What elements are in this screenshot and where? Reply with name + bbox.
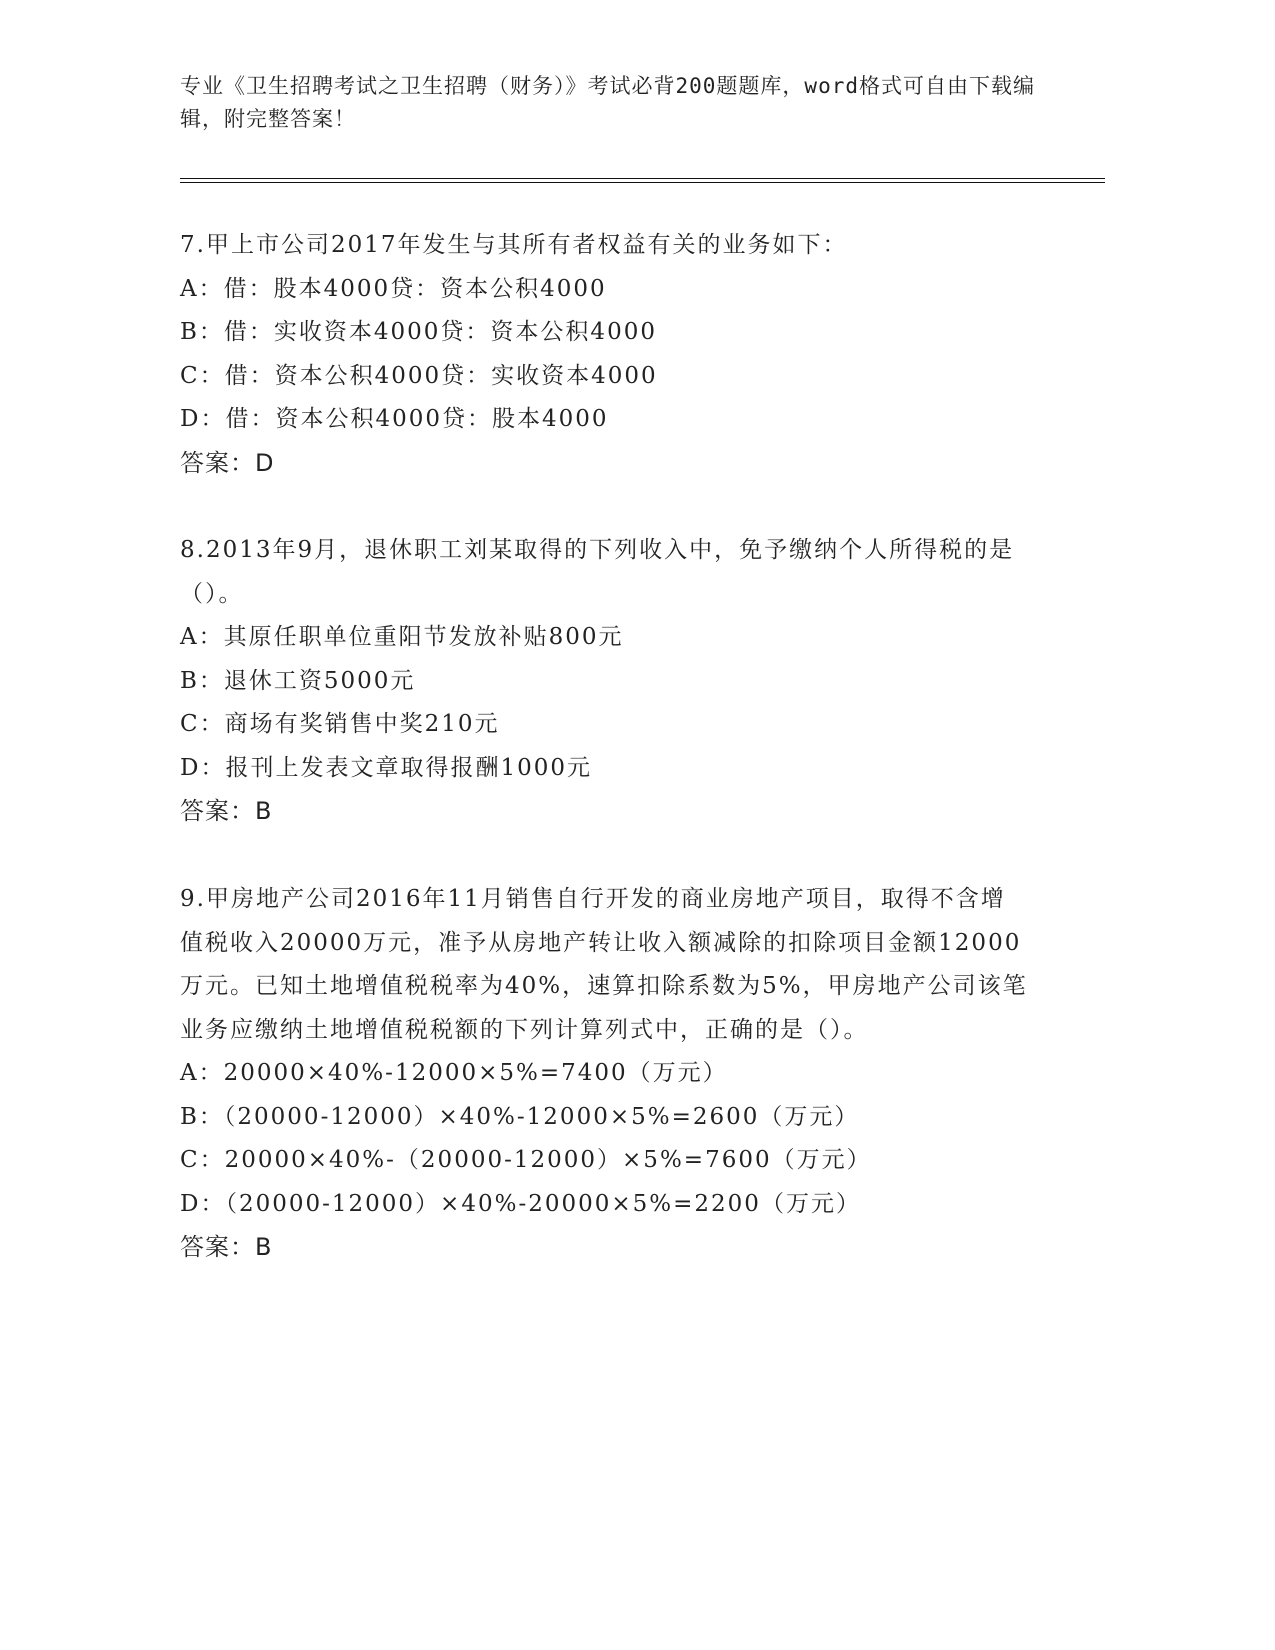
option-b: B：借：实收资本4000贷：资本公积4000 bbox=[180, 319, 657, 345]
answer-text: 答案：B bbox=[180, 797, 273, 825]
option-b: B：（20000-12000）×40%-12000×5%=2600（万元） bbox=[180, 1103, 860, 1130]
option-d: D：报刊上发表文章取得报酬1000元 bbox=[180, 754, 592, 781]
question-stem: 8.2013年9月，退休职工刘某取得的下列收入中，免予缴纳个人所得税的是（）。 bbox=[180, 537, 1015, 607]
option-b: B：退休工资5000元 bbox=[180, 667, 416, 694]
option-a: A：借：股本4000贷：资本公积4000 bbox=[180, 275, 607, 302]
header-divider-top bbox=[180, 178, 1105, 179]
option-c: C：借：资本公积4000贷：实收资本4000 bbox=[180, 362, 658, 389]
option-a: A：其原任职单位重阳节发放补贴800元 bbox=[180, 624, 624, 650]
option-d: D：借：资本公积4000贷：股本4000 bbox=[180, 406, 609, 432]
question-7 bbox=[180, 224, 1030, 485]
question-stem: 7.甲上市公司2017年发生与其所有者权益有关的业务如下： bbox=[180, 232, 848, 258]
question-8 bbox=[180, 529, 1030, 834]
option-c: C：20000×40%-（20000-12000）×5%=7600（万元） bbox=[180, 1147, 872, 1173]
answer-text: 答案：B bbox=[180, 1233, 273, 1261]
option-c: C：商场有奖销售中奖210元 bbox=[180, 711, 500, 737]
answer-text: 答案：D bbox=[180, 448, 275, 477]
question-9 bbox=[180, 878, 1030, 1270]
question-stem: 9.甲房地产公司2016年11月销售自行开发的商业房地产项目，取得不含增值税收入20000万元，准予从房地产转让收入额减除的扣除项目金额12000万元。已知土地增值税税率为40%，速算扣除系数为5%，甲房地产公司该笔业务应缴纳土地增值税税额的下列计算列式中，正确的是（）。 bbox=[180, 886, 1028, 1043]
header-divider-bottom bbox=[180, 182, 1105, 183]
option-a: A：20000×40%-12000×5%=7400（万元） bbox=[180, 1060, 728, 1086]
option-d: D：（20000-12000）×40%-20000×5%=2200（万元） bbox=[180, 1190, 861, 1217]
document-header: 专业《卫生招聘考试之卫生招聘（财务）》考试必背200题题库，word格式可自由下载编辑，附完整答案！ bbox=[180, 74, 1035, 131]
